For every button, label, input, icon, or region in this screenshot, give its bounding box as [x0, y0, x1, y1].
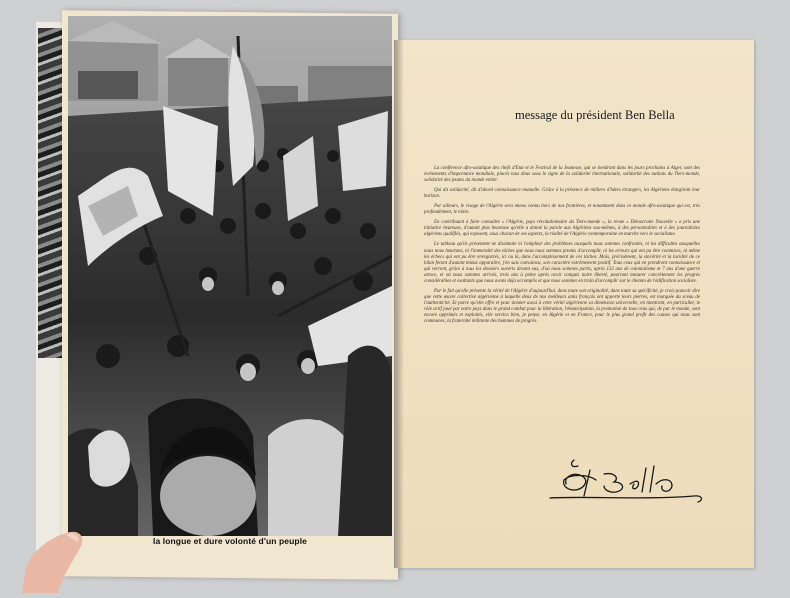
paragraph-3: Par ailleurs, le visage de l'Algérie sera mieux connu hors de nos frontières, et notamment dans ce monde afro-asiatique qui est, très profondément, le nôtre.: [424, 204, 700, 216]
paragraph-2: Qui dit solidarité, dit d'abord connaissance mutuelle. Grâce à la présence de milliers d'hôtes étrangers, les Algériens élargiront leur horizon.: [424, 188, 700, 200]
handwritten-signature: [544, 456, 710, 508]
book-gutter-shadow: [394, 40, 404, 568]
paragraph-1: La conférence afro-asiatique des chefs d'Etat et le Festival de la Jeunesse, qui se tiendront dans les jours prochains à Alger, sont des événements d'importance mondiale, placés tous deux sous le signe de la solidarité internationale, solidarité des nations du Tiers-monde, solidarité des jeunes du monde entier.: [424, 166, 700, 184]
message-title: message du président Ben Bella: [515, 108, 675, 122]
photo-caption: la longue et dure volonté d'un peuple: [152, 536, 307, 546]
message-body: [424, 166, 700, 329]
paragraph-6: Par le fait qu'elle présente la vérité de l'Algérie d'aujourd'hui, dans toute son originalité, dans toute sa spécificité, je crois pouvoir dire que cette œuvre collective algérienne à laquelle deux de nos meilleurs amis français ont apporté leurs pierres, est marquée du sceau de l'authenticité. Et parce qu'elle offre et pour donner aussi à cette vérité algérienne sa dimension universelle, en montrant, en particulier, le rôle actif joué par notre pays dans le grand combat pour la libération, l'émancipation, la promotion de tous ceux qui, de par le monde, sont encore opprimés et exploités, elle servira bien, je pense, en Algérie et en France, pour le plus grand profit des causes qui nous sont communes, la fraternité militante des hommes de progrès.: [424, 288, 700, 325]
paragraph-5: Le tableau qu'ils présentent ne dissimule ni l'ampleur des problèmes auxquels nous sommes confrontés, ni les difficultés auxquelles nous nous heurtons, ni l'immensité des tâches que nous nous sommes promis d'accomplir, ni les erreurs qui ont pu être commises, ni même les échecs qui ont pu être enregistrés, ici ou là, dans l'accomplissement de ces tâches. Mais, précisément, la sincérité et la lucidité de ce bilan feront d'autant mieux apparaître, j'en suis convaincu, son caractère extrêmement positif. Tous ceux qui en prendront connaissance et qui verront, grâce à tous les dossiers ouverts devant eux, d'où nous sommes partis, après 132 ans de colonialisme et 7 ans d'une guerre atroce, et où nous sommes arrivés, trois ans à peine après avoir conquis notre liberté, pourront mesurer concrètement les progrès considérables et exaltants que nous avons déjà accomplis et que nous sommes en train d'accomplir sur le chemin de l'édification socialiste.: [424, 242, 700, 284]
hand-holding-book: [22, 528, 92, 593]
crowd-photograph: [68, 16, 392, 536]
paragraph-4: En contribuant à faire connaître « l'Algérie, pays révolutionnaire du Tiers-monde », la revue « Démocratie Nouvelle » a pris une initiative heureuse, d'autant plus heureuse qu'elle a donné la parole aux Algériens eux-mêmes, à des personnalités et à des journalistes algériens qualifiés, qui exposent, sous chacun de ses aspects, la réalité de l'Algérie contemporaine en marche vers le socialisme.: [424, 220, 700, 238]
back-page-photo-strip: [38, 28, 64, 358]
